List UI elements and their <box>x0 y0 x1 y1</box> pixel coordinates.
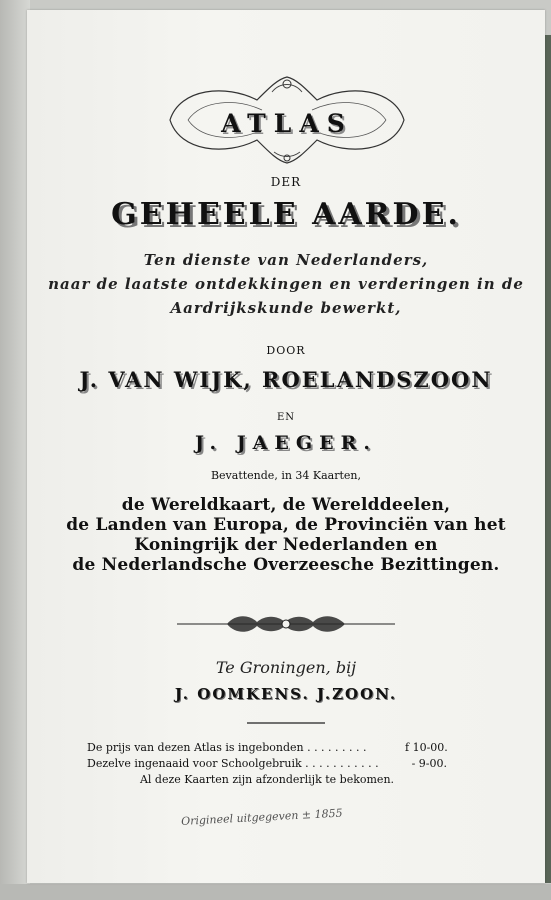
price-value-bound: f 10-00. <box>405 741 448 754</box>
der-label: DER <box>270 175 302 189</box>
decorative-divider <box>177 611 395 637</box>
price-value-school: - 9-00. <box>411 757 447 770</box>
author-primary: J. VAN WIJK, ROELANDSZOON <box>79 367 493 392</box>
subtitle-line-1: Ten dienste van Nederlanders, <box>143 251 429 269</box>
publication-place: Te Groningen, bij <box>215 658 357 677</box>
price-label-school: Dezelve ingenaaid voor Schoolgebruik . . . . . . . . . . . <box>87 757 379 770</box>
atlas-title: ATLAS <box>221 109 353 138</box>
description-line-1: de Wereldkaart, de Werelddeelen, <box>121 495 451 515</box>
description-line-3: Koningrijk der Nederlanden en <box>134 535 438 555</box>
price-label-bound: De prijs van dezen Atlas is ingebonden . . . . . . . . . <box>87 741 367 754</box>
main-title: GEHEELE AARDE. <box>111 197 461 232</box>
door-label: DOOR <box>266 344 306 357</box>
small-rule <box>247 721 325 725</box>
contents-intro: Bevattende, in 34 Kaarten, <box>210 469 362 482</box>
bottom-page-edge <box>0 884 551 900</box>
left-page-edge <box>0 0 30 900</box>
price-row <box>87 756 447 772</box>
price-block <box>87 740 447 788</box>
handwritten-note: Origineel uitgegeven ± 1855 <box>180 806 343 828</box>
description-line-2: de Landen van Europa, de Provinciën van het <box>66 515 506 535</box>
subtitle-line-3: Aardrijkskunde bewerkt, <box>170 299 402 317</box>
separate-maps-note: Al deze Kaarten zijn afzonderlijk te bekomen. <box>139 773 395 786</box>
author-secondary: J. JAEGER. <box>194 432 378 454</box>
description-line-4: de Nederlandsche Overzeesche Bezittingen. <box>72 555 500 575</box>
subtitle-line-2: naar de laatste ontdekkingen en verderingen in de <box>48 275 524 293</box>
ornamental-title <box>162 72 412 164</box>
title-page <box>27 10 545 883</box>
en-label: EN <box>276 412 296 423</box>
price-row <box>87 740 447 756</box>
description-block <box>27 495 545 575</box>
publisher-name: J. OOMKENS. J.ZOON. <box>174 685 398 703</box>
